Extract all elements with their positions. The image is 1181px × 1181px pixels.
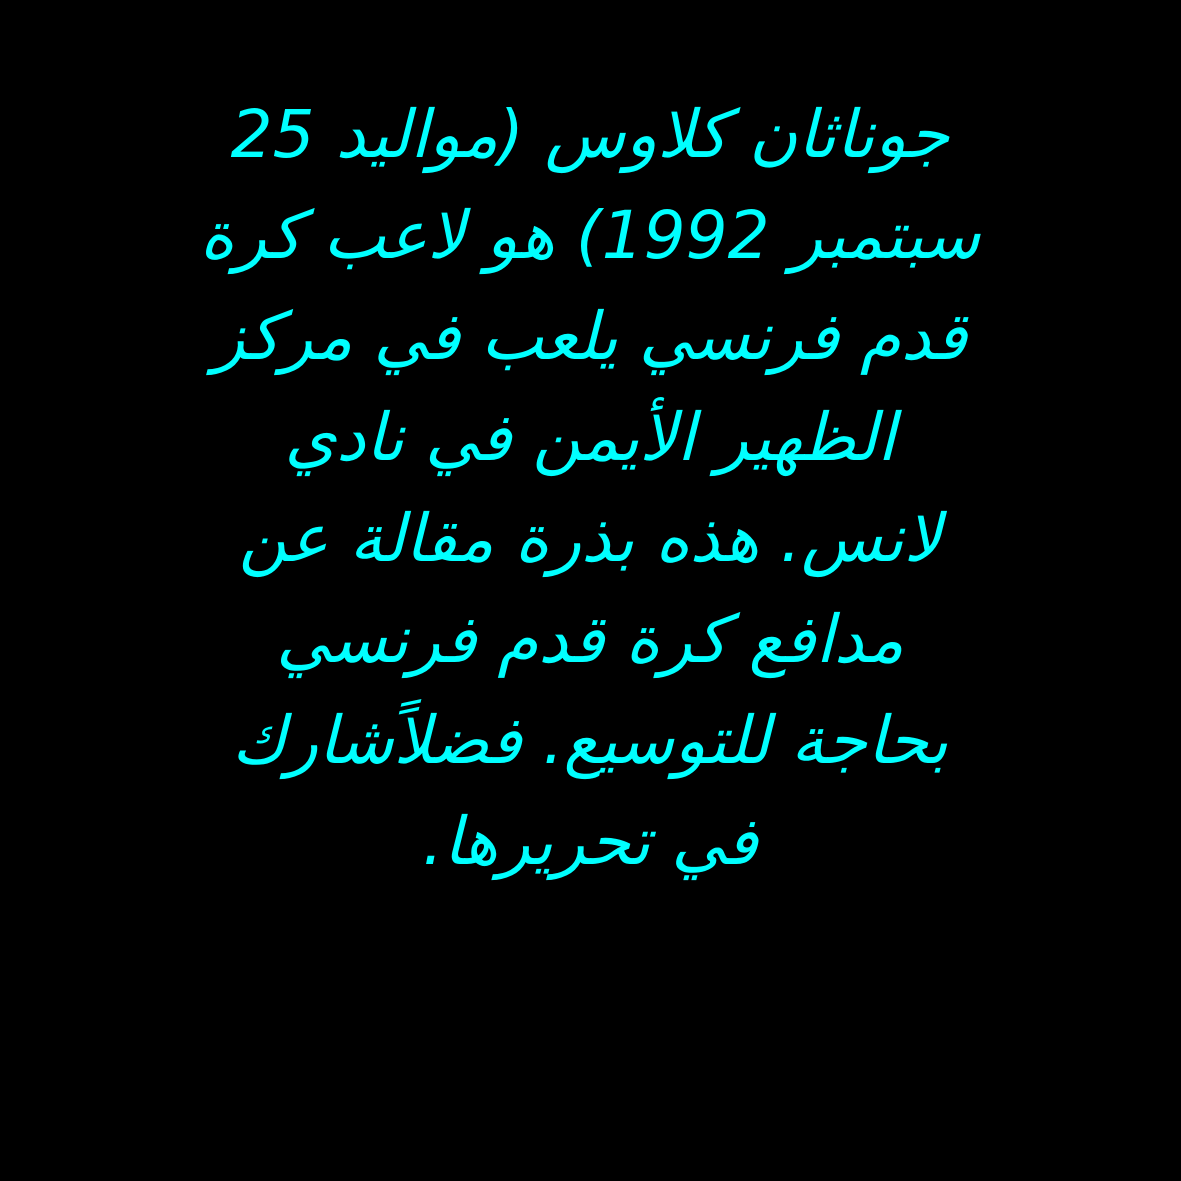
article-text	[90, 84, 1090, 892]
text-line-4: الظهير الأيمن في نادي	[284, 399, 896, 476]
text-line-1: جوناثان كلاوس (مواليد 25	[230, 96, 950, 173]
text-line-6: مدافع كرة قدم فرنسي	[276, 601, 904, 678]
text-line-2: سبتمبر 1992) هو لاعب كرة	[199, 197, 981, 274]
text-line-3: قدم فرنسي يلعب في مركز	[212, 298, 968, 375]
text-line-7: بحاجة للتوسيع. فضلاًشارك	[231, 702, 949, 779]
text-line-5: لانس. هذه بذرة مقالة عن	[238, 500, 942, 577]
text-line-8: في تحريرها.	[422, 803, 758, 880]
